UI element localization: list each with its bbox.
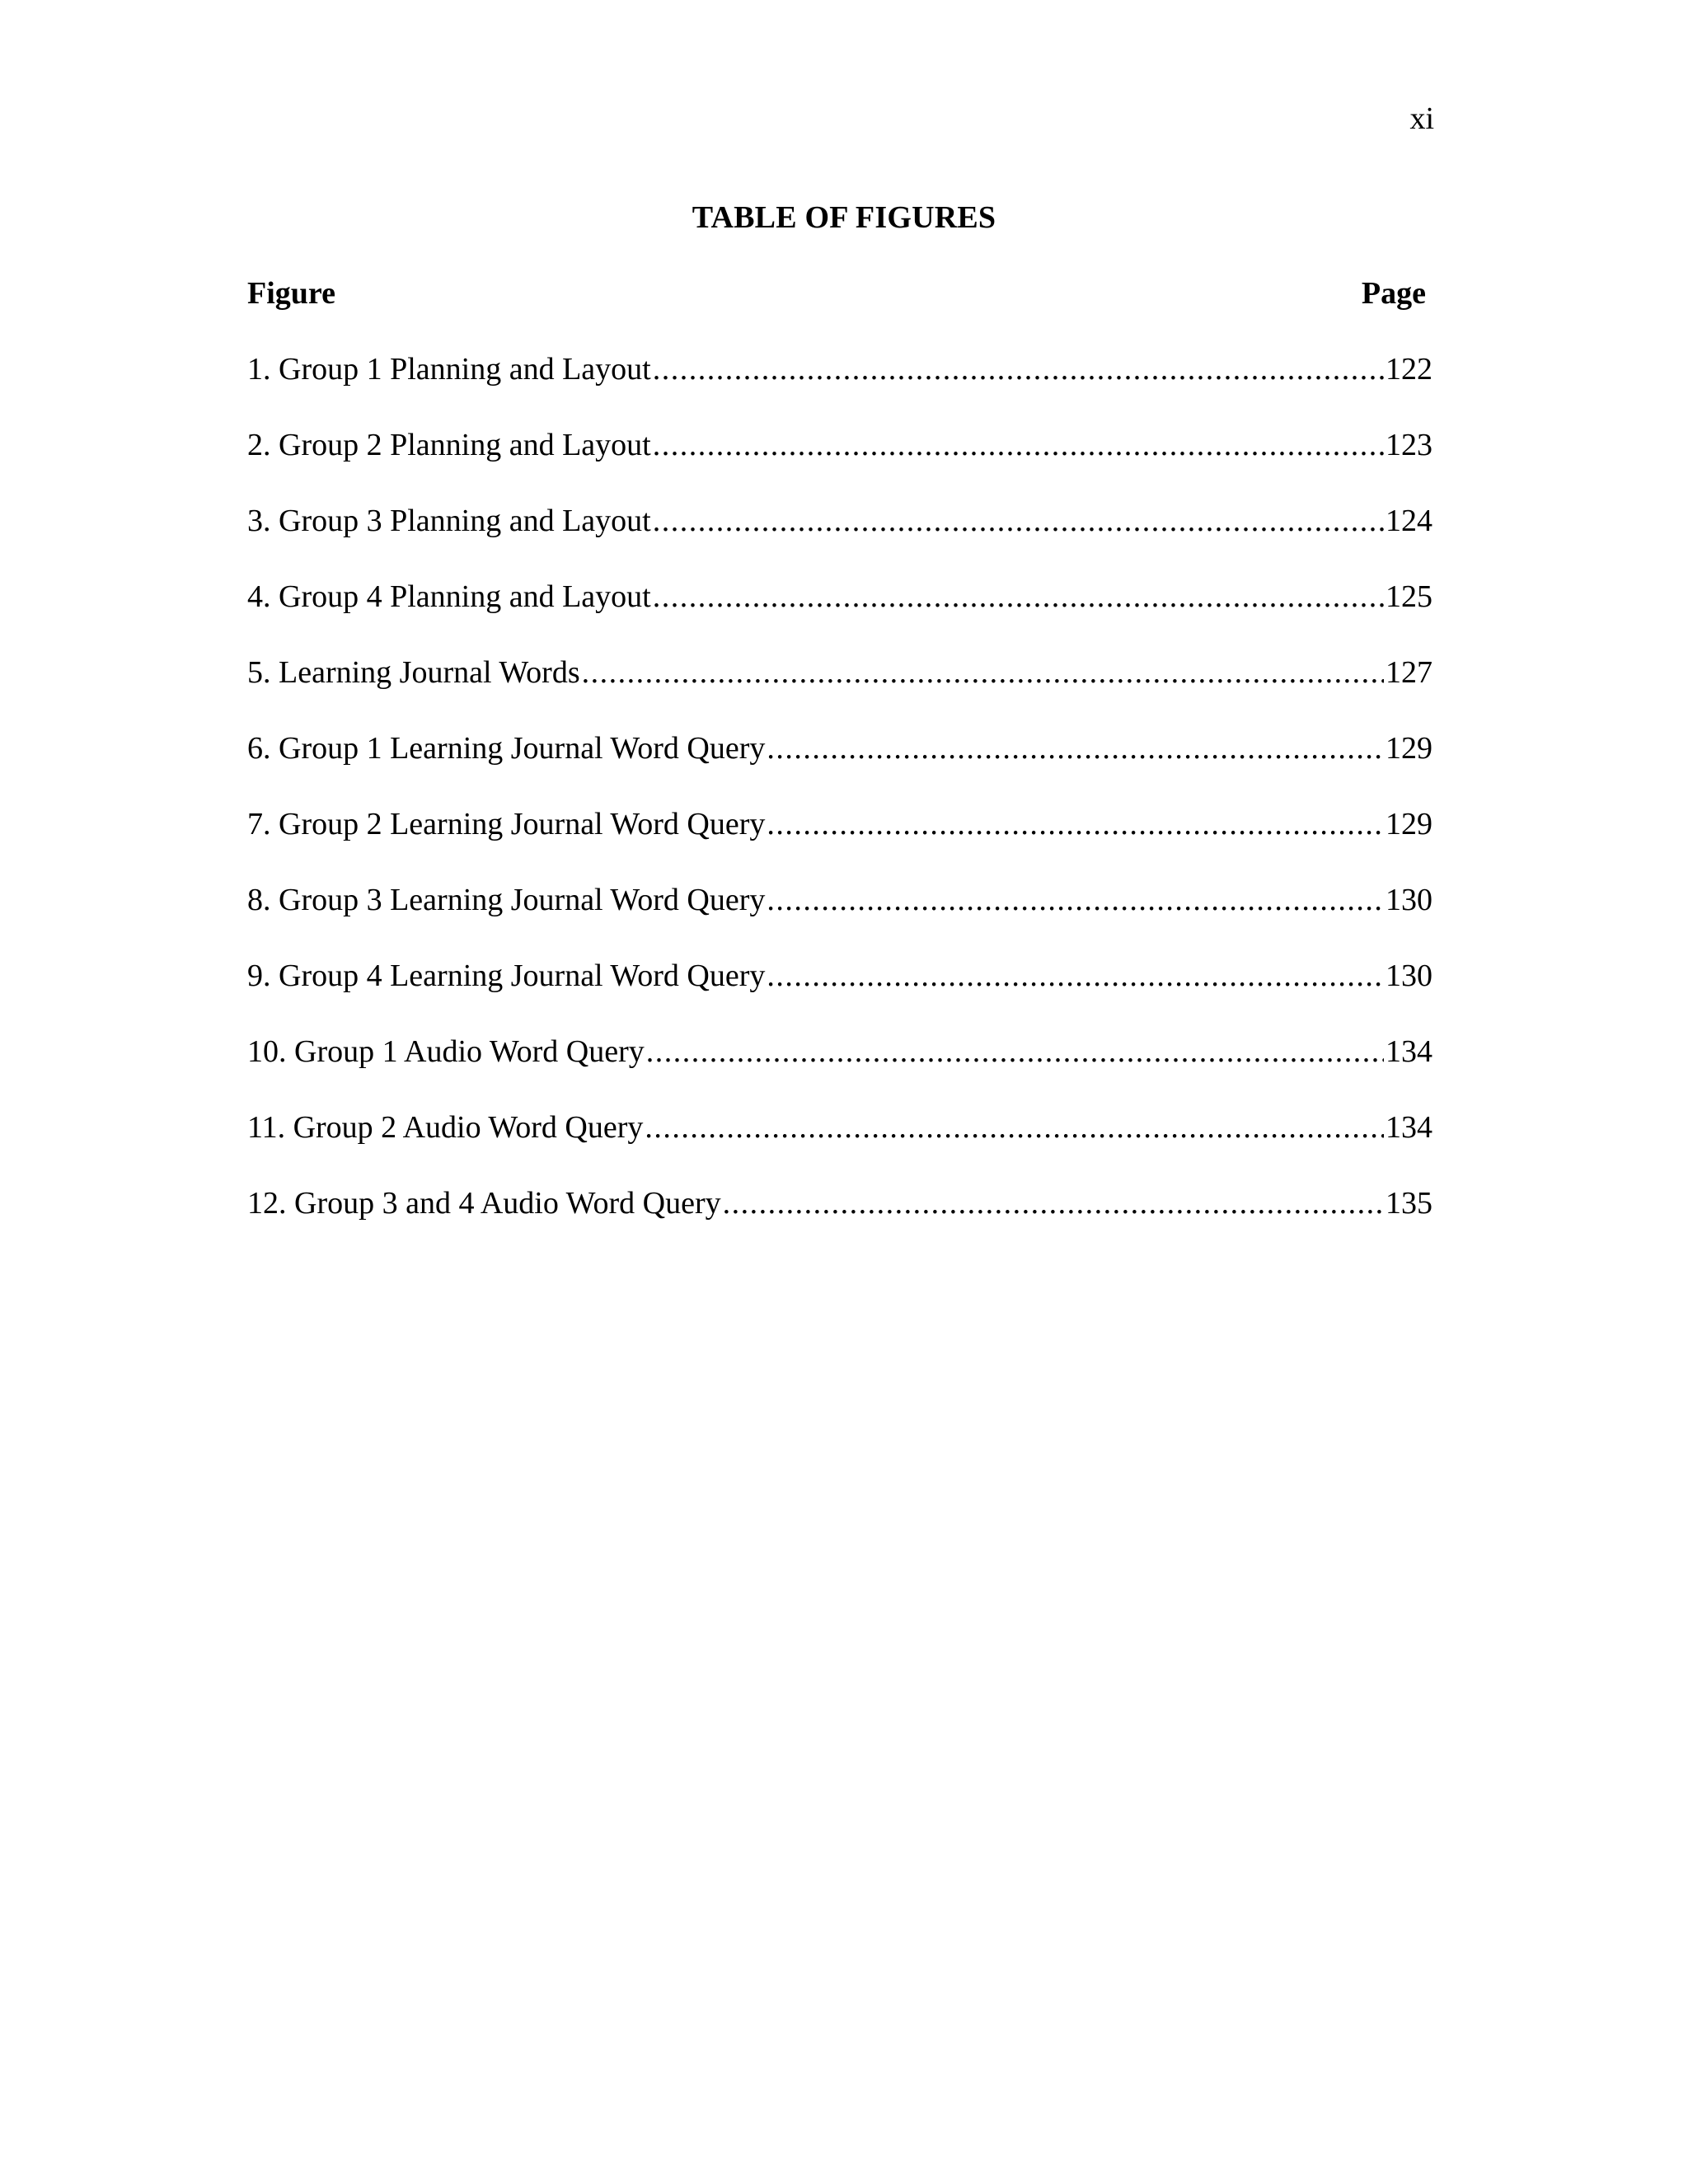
figure-page-number: 130 [1386, 883, 1432, 917]
dot-leader [646, 1030, 1384, 1073]
figure-entry[interactable] [247, 1106, 1432, 1149]
figure-page-number: 127 [1386, 655, 1432, 690]
figure-entry[interactable] [247, 575, 1432, 618]
dot-leader [653, 575, 1384, 618]
figure-column-label: Figure [247, 276, 335, 311]
dot-leader [767, 879, 1384, 921]
figure-list [247, 348, 1432, 1258]
figure-page-number: 134 [1386, 1034, 1432, 1069]
figure-page-number: 129 [1386, 731, 1432, 766]
figure-page-number: 135 [1386, 1186, 1432, 1221]
figure-title: 10. Group 1 Audio Word Query [247, 1034, 645, 1069]
figure-entry[interactable] [247, 879, 1432, 921]
figure-page-number: 123 [1386, 428, 1432, 462]
figure-title: 1. Group 1 Planning and Layout [247, 352, 651, 387]
page-number: xi [1409, 101, 1434, 136]
figure-page-number: 122 [1386, 352, 1432, 387]
figure-title: 7. Group 2 Learning Journal Word Query [247, 807, 766, 841]
figure-title: 2. Group 2 Planning and Layout [247, 428, 651, 462]
dot-leader [723, 1182, 1384, 1225]
dot-leader [767, 954, 1384, 997]
dot-leader [645, 1106, 1384, 1149]
dot-leader [653, 499, 1384, 542]
dot-leader [582, 651, 1384, 694]
figure-title: 5. Learning Journal Words [247, 655, 580, 690]
figure-entry[interactable] [247, 1182, 1432, 1225]
page-title: TABLE OF FIGURES [692, 200, 996, 235]
figure-entry[interactable] [247, 803, 1432, 846]
figure-title: 3. Group 3 Planning and Layout [247, 504, 651, 538]
figure-title: 12. Group 3 and 4 Audio Word Query [247, 1186, 721, 1221]
dot-leader [653, 348, 1384, 391]
dot-leader [767, 727, 1384, 770]
figure-entry[interactable] [247, 424, 1432, 466]
figure-entry[interactable] [247, 1030, 1432, 1073]
figure-title: 6. Group 1 Learning Journal Word Query [247, 731, 766, 766]
figure-page-number: 125 [1386, 579, 1432, 614]
figure-title: 4. Group 4 Planning and Layout [247, 579, 651, 614]
figure-page-number: 129 [1386, 807, 1432, 841]
column-header [247, 272, 1432, 315]
figure-title: 9. Group 4 Learning Journal Word Query [247, 958, 766, 993]
dot-leader [767, 803, 1384, 846]
figure-entry[interactable] [247, 727, 1432, 770]
figure-page-number: 134 [1386, 1110, 1432, 1145]
page-column-label: Page [1361, 276, 1426, 311]
figure-entry[interactable] [247, 348, 1432, 391]
figure-page-number: 130 [1386, 958, 1432, 993]
figure-page-number: 124 [1386, 504, 1432, 538]
figure-entry[interactable] [247, 651, 1432, 694]
figure-entry[interactable] [247, 499, 1432, 542]
figure-title: 8. Group 3 Learning Journal Word Query [247, 883, 766, 917]
dot-leader [653, 424, 1384, 466]
figure-entry[interactable] [247, 954, 1432, 997]
figure-title: 11. Group 2 Audio Word Query [247, 1110, 644, 1145]
